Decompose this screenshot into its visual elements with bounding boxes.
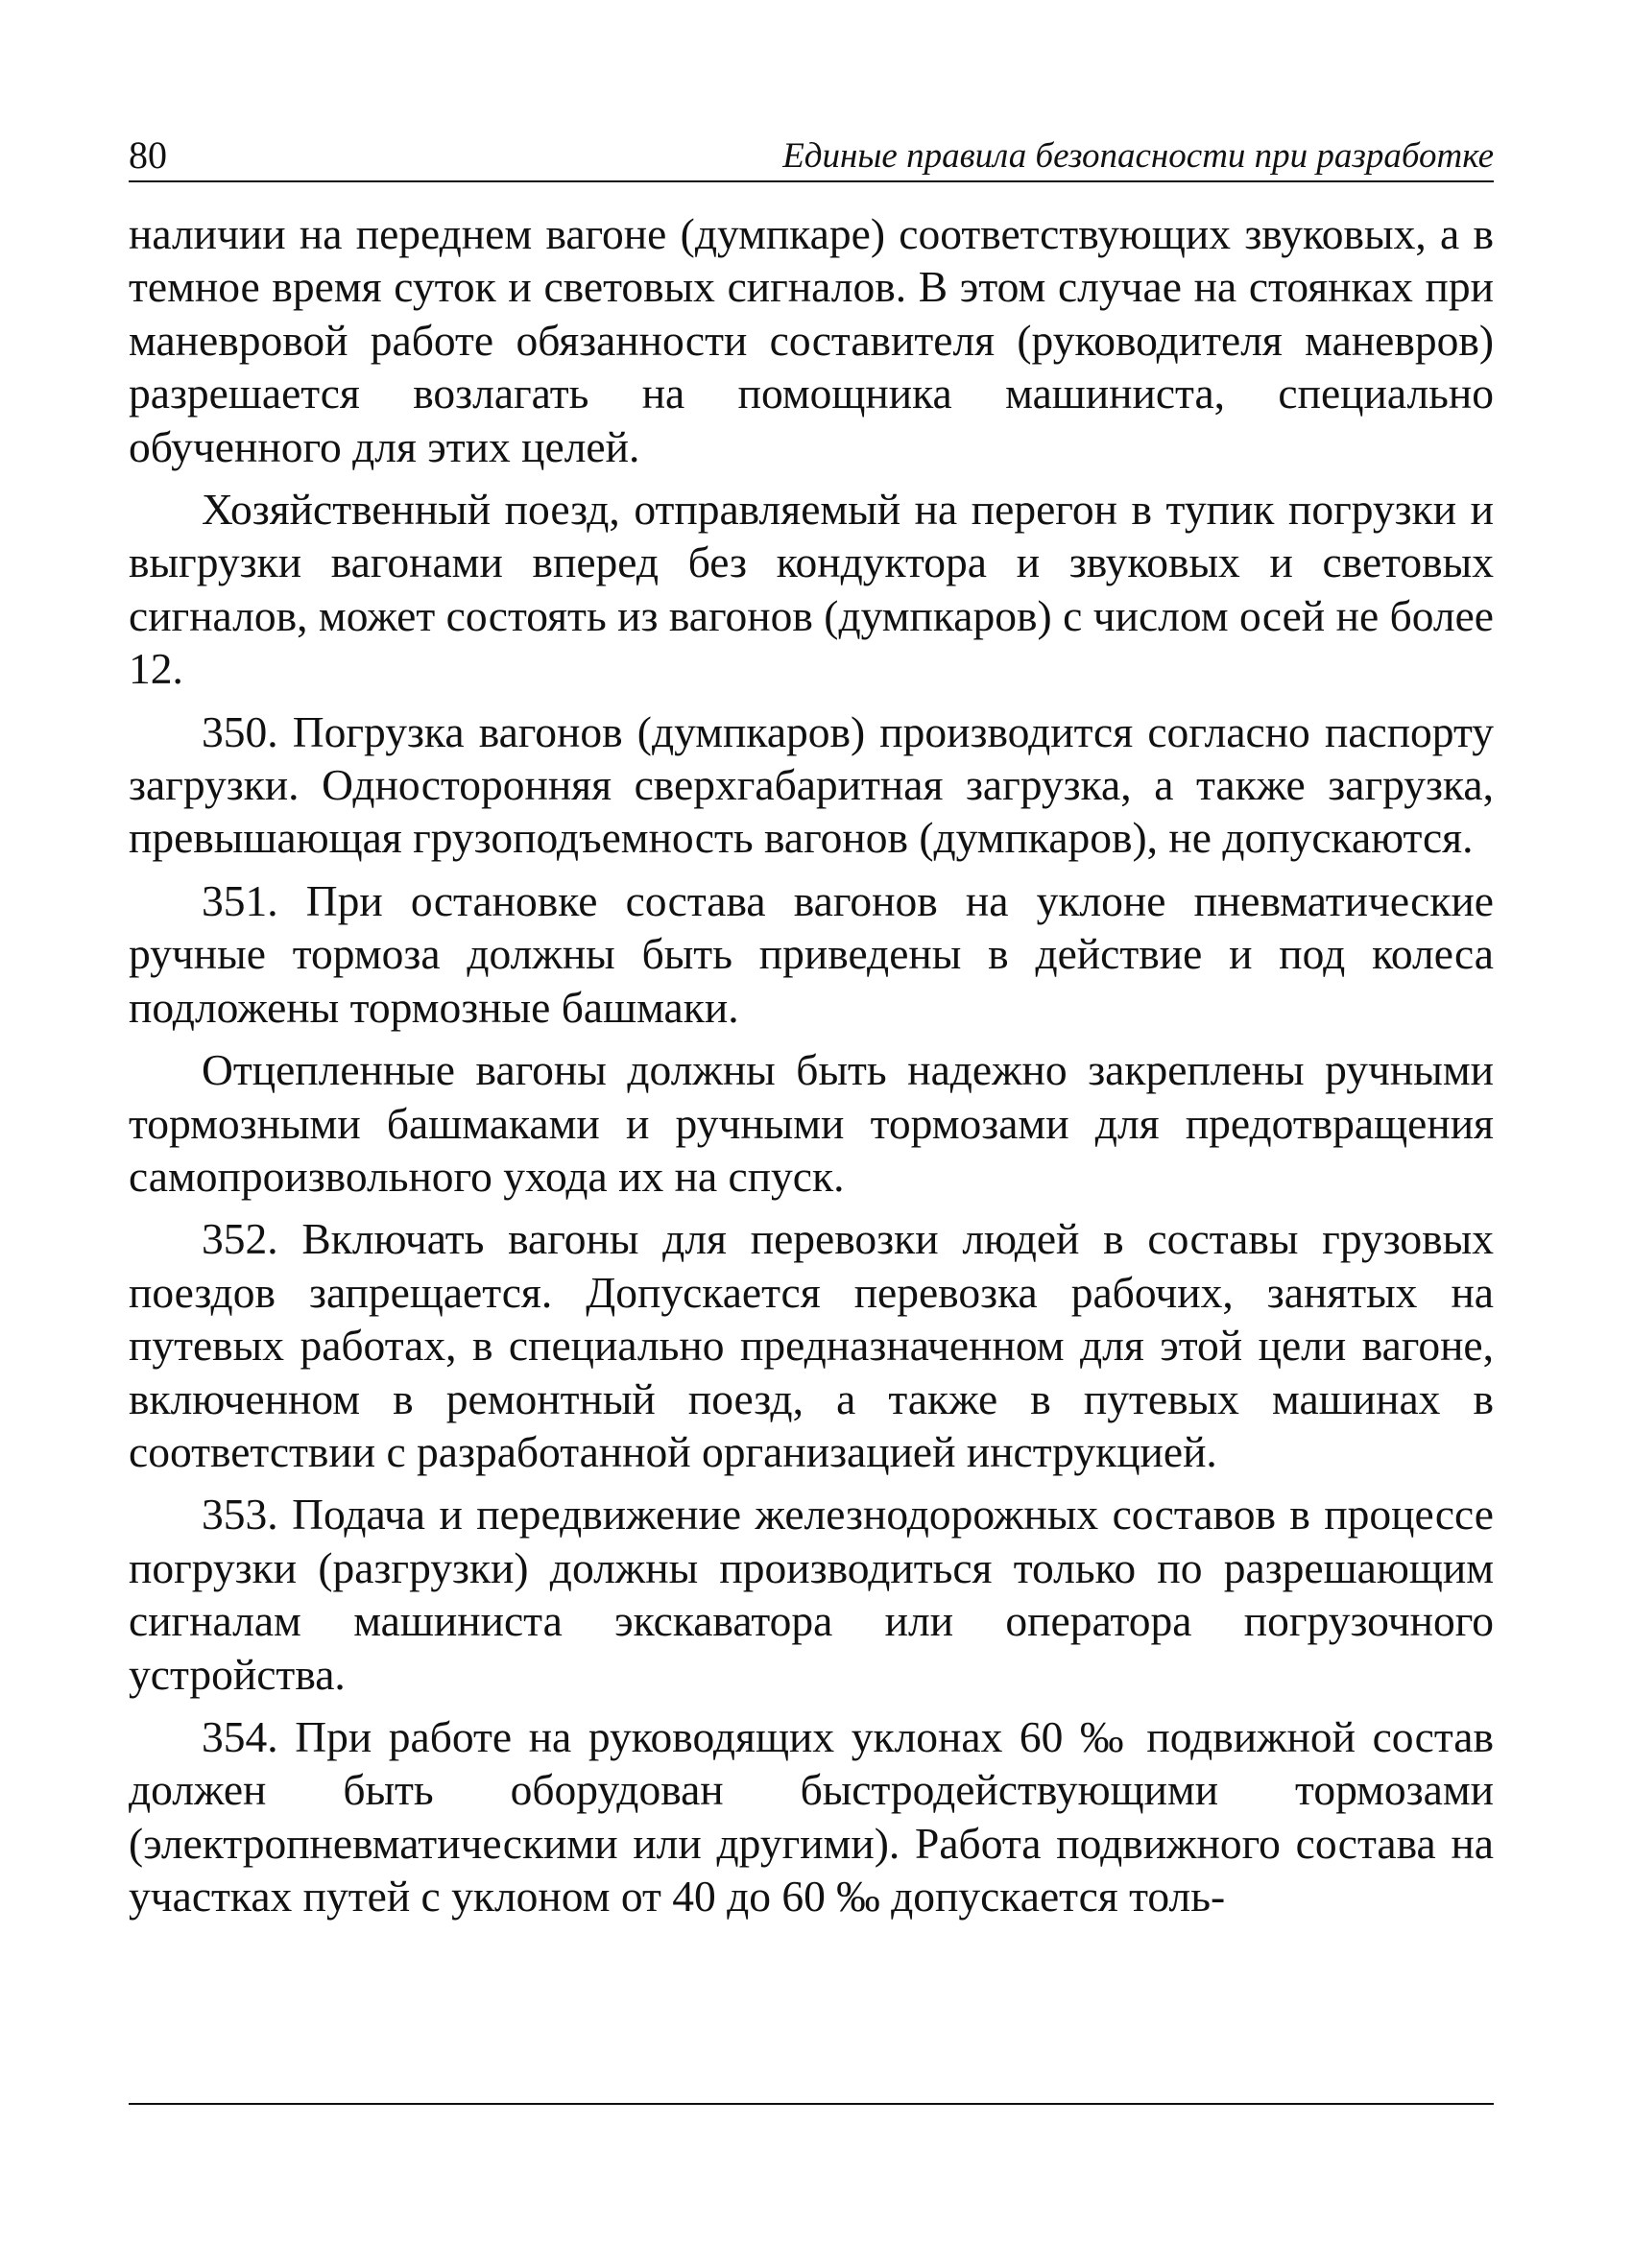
paragraph-350: 350. Погрузка вагонов (думпкаров) производится согласно паспорту загрузки. Односторонняя сверхгабаритная загрузка, а также загрузка, превышающая грузоподъемность вагонов (думпкаров), не допускаются. xyxy=(129,706,1494,863)
paragraph-351: 351. При остановке состава вагонов на уклоне пневматические ручные тормоза должны быть приведены в действие и под колеса подложены тормозные башмаки. xyxy=(129,875,1494,1032)
paragraph-uncoupled-wagons: Отцепленные вагоны должны быть надежно закреплены ручными тормозными башмаками и ручными тормозами для предотвращения самопроизвольного ухода их на спуск. xyxy=(129,1045,1494,1201)
body-text xyxy=(129,207,1494,1933)
paragraph-continued: наличии на переднем вагоне (думпкаре) соответствующих звуковых, а в темное время суток и световых сигналов. В этом случае на стоянках при маневровой работе обязанности составителя (руководителя маневров) разрешается возлагать на помощника машиниста, специально обученного для этих целей. xyxy=(129,209,1494,471)
paragraph-household-train: Хозяйственный поезд, отправляемый на перегон в тупик погрузки и выгрузки вагонами вперед без кондуктора и звуковых и световых сигналов, может состоять из вагонов (думпкаров) с числом осей не более 12. xyxy=(129,485,1494,694)
page-number: 80 xyxy=(129,133,167,177)
footer-rule xyxy=(129,2103,1494,2105)
paragraph-352: 352. Включать вагоны для перевозки людей в составы грузовых поездов запрещается. Допускается перевозка рабочих, занятых на путевых работах, в специально предназначенном для этой цели вагоне, включенном в ремонтный поезд, а также в путевых машинах в соответствии с разработанной организацией инструкцией. xyxy=(129,1214,1494,1476)
running-title: Единые правила безопасности при разработке xyxy=(782,136,1494,176)
page-header xyxy=(129,132,1494,182)
paragraph-354: 354. При работе на руководящих уклонах 60 ‰ подвижной состав должен быть оборудован быстродействующими тормозами (электропневматическими или другими). Работа подвижного состава на участках путей с уклоном от 40 до 60 ‰ допускается толь- xyxy=(129,1711,1494,1922)
paragraph-353: 353. Подача и передвижение железнодорожных составов в процессе погрузки (разгрузки) должны производиться только по разрешающим сигналам машиниста экскаватора или оператора погрузочного устройства. xyxy=(129,1490,1494,1699)
